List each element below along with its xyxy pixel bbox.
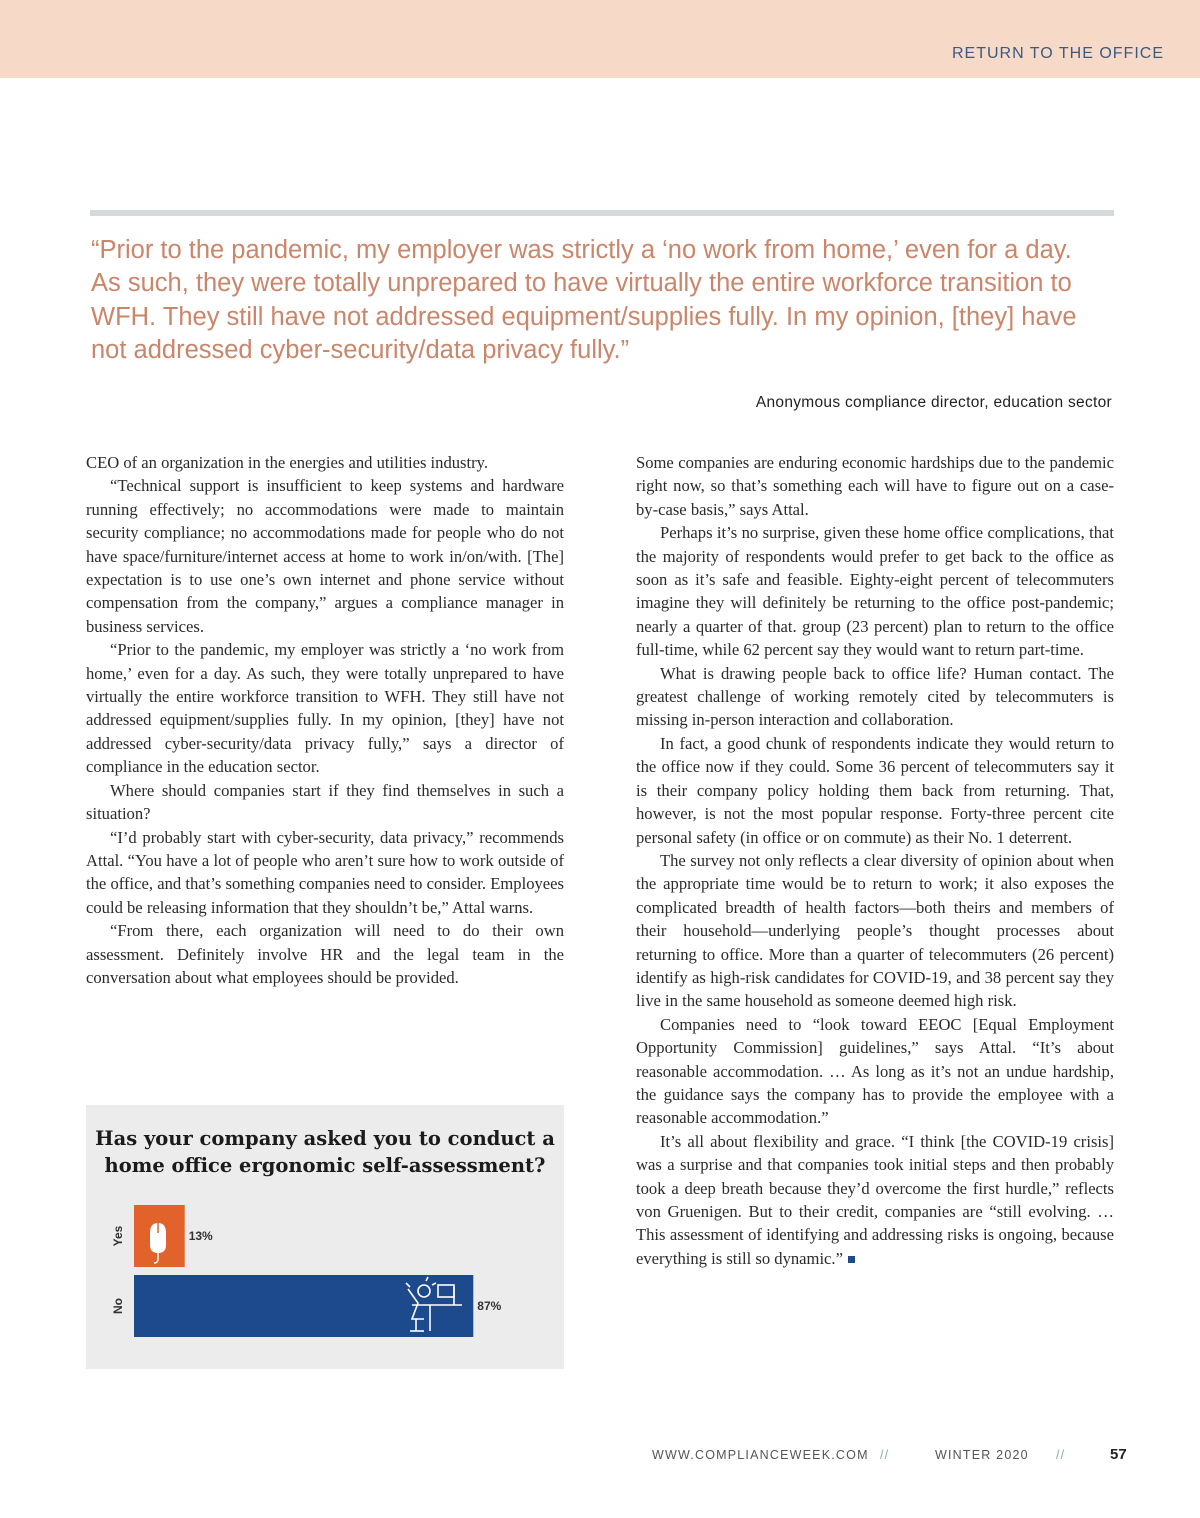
footer-separator: //: [1056, 1448, 1066, 1462]
paragraph: “I’d probably start with cyber-security, data privacy,” recommends Attal. “You have a lot of people who aren’t sure how to work outside of the office, and that’s something companies need to consider. Employees could be releasing information that they shouldn’t be,” Attal warns.: [86, 827, 564, 917]
footer-separator: //: [880, 1448, 890, 1462]
section-label: RETURN TO THE OFFICE: [951, 45, 1164, 62]
bar-no: [134, 1275, 473, 1337]
paragraph: In fact, a good chunk of respondents indicate they would return to the office now if they could. Some 36 percent of telecommuters say it is their company policy holding them back from returning. That, however, is not the most popular response. Forty-three percent cite personal safety (in office or on commute) as their No. 1 deterrent.: [636, 733, 1114, 847]
data-label: 13%: [188, 1229, 213, 1243]
article-column-right: [636, 451, 1114, 1270]
paragraph: The survey not only reflects a clear diversity of opinion about when the appropriate time would be to return to work; it also exposes the complicated breadth of health factors—both theirs and members of their household—underlying people’s thought processes about returning to office. More than a quarter of telecommuters (26 percent) identify as high-risk candidates for COVID-19, and 38 percent say they live in the same household as someone deemed high risk.: [636, 850, 1114, 1011]
paragraph: Perhaps it’s no surprise, given these home office complications, that the majority of respondents would prefer to get back to the office as soon as it’s safe and feasible. Eighty-eight percent of telecommuters imagine they will definitely be returning to the office post-pandemic; nearly a quarter of that. group (23 percent) plan to return to the office full-time, while 62 percent say they would want to return part-time.: [636, 523, 1114, 660]
footer-issue: WINTER 2020: [935, 1448, 1029, 1462]
pull-quote-attribution: Anonymous compliance director, education sector: [755, 394, 1112, 411]
paragraph: CEO of an organization in the energies and utilities industry.: [86, 453, 489, 472]
footer-website: WWW.COMPLIANCEWEEK.COM: [652, 1448, 869, 1462]
category-label: Yes: [111, 1225, 125, 1247]
page-footer: [0, 1446, 1200, 1466]
chart-plot: [86, 1105, 564, 1369]
category-label: No: [111, 1298, 125, 1314]
paragraph: Companies need to “look toward EEOC [Equal Employment Opportunity Commission] guidelines,” says Attal. “It’s about reasonable accommodation. … As long as it’s not an undue hardship, the guidance says the company has to provide the employee with a reasonable accommodation.”: [636, 1014, 1114, 1128]
page-number: 57: [1110, 1446, 1127, 1463]
paragraph-last: [636, 1130, 1114, 1270]
paragraph: “Technical support is insufficient to keep systems and hardware running effectively; no accommodations were made to maintain security compliance; no accommodations made for people who do not have space/furniture/internet access at home to work in/on/with. [The] expectation is to use one’s own internet and phone service without compensation from the company,” argues a compliance manager in business services.: [86, 476, 564, 636]
paragraph: “Prior to the pandemic, my employer was strictly a ‘no work from home,’ even for a day. As such, they were totally unprepared to have virtually the entire workforce transition to WFH. They still have not addressed equipment/supplies fully. In my opinion, [they] have not addressed cyber-security/data privacy fully,” says a director of compliance in the education sector.: [86, 640, 564, 777]
chart-title: Has your company asked you to conduct a home office ergonomic self-assessment?: [95, 1127, 555, 1177]
quote-divider: [90, 210, 1114, 216]
pull-quote: “Prior to the pandemic, my employer was strictly a ‘no work from home,’ even for a day. As such, they were totally unprepared to have virtually the entire workforce transition to WFH. They still have not addressed equipment/supplies fully. In my opinion, [they] have not addressed cyber-security/data privacy fully.”: [91, 236, 1077, 364]
paragraph-text: It’s all about flexibility and grace. “I think [the COVID-19 crisis] was a surprise and that companies took initial steps and then probably took a deep breath because they’d overcome the first hurdle,” reflects von Gruenigen. But to their credit, companies are “still evolving. …This assessment of identifying and addressing risks is ongoing, because everything is still so dynamic.”: [636, 1131, 1114, 1268]
data-label: 87%: [477, 1299, 502, 1313]
survey-chart: [86, 1105, 564, 1369]
article-column-left: [86, 451, 564, 989]
paragraph: “From there, each organization will need to do their own assessment. Definitely involve HR and the legal team in the conversation about what employees should be provided.: [86, 921, 564, 987]
header-band: [0, 0, 1200, 78]
paragraph: What is drawing people back to office life? Human contact. The greatest challenge of working remotely cited by telecommuters is missing in-person interaction and collaboration.: [636, 663, 1114, 730]
paragraph: Some companies are enduring economic hardships due to the pandemic right now, so that’s something each will have to figure out on a case-by-case basis,” says Attal.: [636, 453, 1114, 519]
paragraph: Where should companies start if they find themselves in such a situation?: [86, 780, 564, 824]
end-of-article-mark: [848, 1256, 855, 1263]
